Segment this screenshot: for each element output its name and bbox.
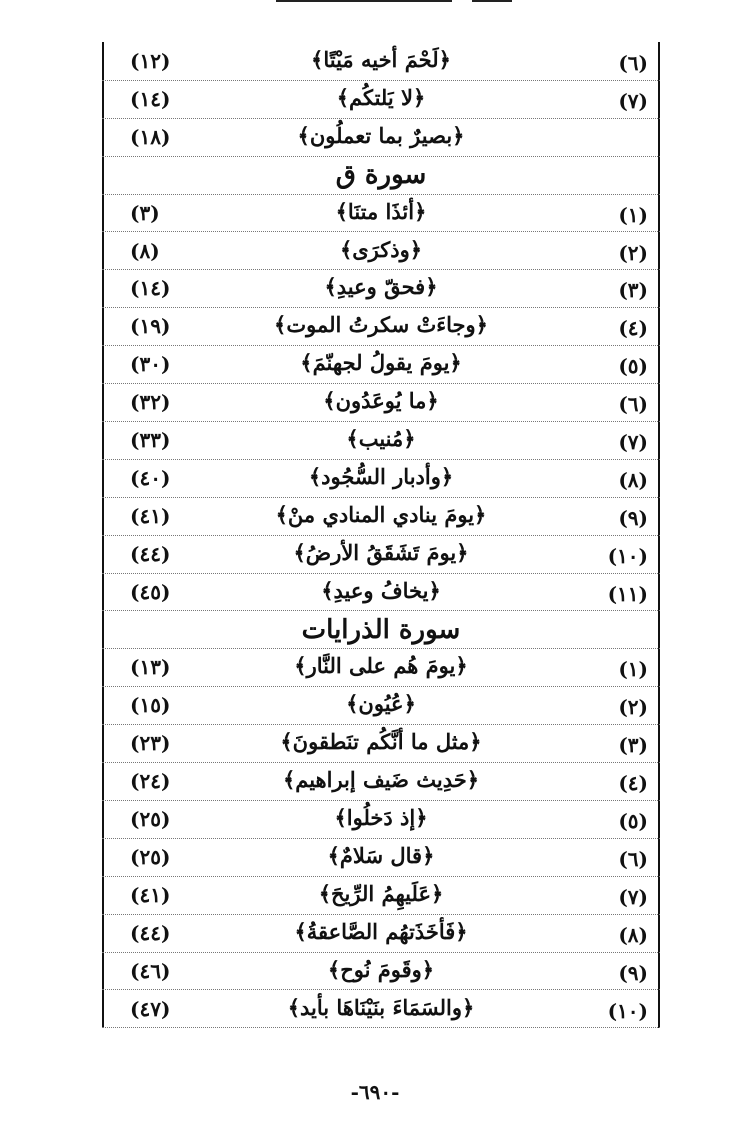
quran-phrase: ﴿لا يَلتكُم﴾ xyxy=(336,84,426,110)
table-row xyxy=(102,838,660,877)
entry-index: (٢) xyxy=(618,695,648,720)
entry-index: (١) xyxy=(618,202,648,227)
table-row xyxy=(102,648,660,687)
table-row xyxy=(102,307,660,346)
ayah-number: (٣٣) xyxy=(130,428,171,452)
table-row xyxy=(102,762,660,801)
surah-title: سورة ق xyxy=(335,159,427,190)
entry-index: (٣) xyxy=(618,733,648,758)
quran-phrase: ﴿حَدِيث ضَيف إبراهيم﴾ xyxy=(282,767,480,793)
table-row xyxy=(102,573,660,612)
entry-index: (٢) xyxy=(618,240,648,265)
quran-phrase: ﴿ما يُوعَدُون﴾ xyxy=(323,388,439,414)
ayah-number: (٢٥) xyxy=(130,844,171,869)
entry-index: (٦) xyxy=(618,392,648,417)
quran-phrase: ﴿وقَومَ نُوح﴾ xyxy=(327,956,435,982)
entry-index: (٦) xyxy=(618,51,648,75)
entry-index: (٩) xyxy=(618,960,648,985)
entry-index: (٧) xyxy=(618,88,648,113)
quran-phrase: ﴿يومَ ينادي المنادي منْ﴾ xyxy=(275,501,487,527)
ayah-number: (١٤) xyxy=(130,86,171,111)
entry-index: (٥) xyxy=(618,354,648,379)
quran-phrase: ﴿أئذَا متنَا﴾ xyxy=(335,198,427,224)
quran-phrase: ﴿فَأخَذَتهُم الصَّاعقةُ﴾ xyxy=(294,918,468,944)
ayah-number: (٤٤) xyxy=(130,920,171,945)
quran-phrase: ﴿بصيرٌ بما تعملُون﴾ xyxy=(297,122,465,148)
entry-index: (٧) xyxy=(618,430,648,454)
table-row xyxy=(102,42,660,81)
quran-phrase: ﴿يومَ تَشَقَقُ الأرضُ﴾ xyxy=(293,539,469,565)
ayah-number: (١٨) xyxy=(130,124,171,149)
word-table xyxy=(102,42,660,1028)
entry-index: (١٠) xyxy=(607,998,648,1023)
quran-phrase: ﴿قال سَلامٌ﴾ xyxy=(327,842,435,868)
ayah-number: (٣٢) xyxy=(130,390,171,415)
quran-phrase: ﴿مُنيب﴾ xyxy=(346,426,416,451)
ayah-number: (٤٦) xyxy=(130,958,171,983)
entry-index: (٧) xyxy=(618,884,648,909)
entry-index: (١) xyxy=(618,657,648,682)
quran-phrase: ﴿عُيُون﴾ xyxy=(346,691,416,717)
quran-phrase: ﴿مثل ما أنَّكُم تنَطقونَ﴾ xyxy=(280,729,482,755)
ayah-number: (١٢) xyxy=(130,49,171,73)
entry-index: (٨) xyxy=(618,467,648,492)
entry-index: (٦) xyxy=(618,846,648,871)
table-row xyxy=(102,914,660,953)
ayah-number: (٣) xyxy=(130,200,160,225)
table-row xyxy=(102,990,660,1029)
entry-index: (٨) xyxy=(618,922,648,947)
entry-index: (٤) xyxy=(618,316,648,341)
header-rule-left xyxy=(276,0,452,2)
ayah-number: (٤٥) xyxy=(130,579,171,604)
table-row xyxy=(102,952,660,991)
quran-phrase: ﴿وذكرَى﴾ xyxy=(339,236,423,262)
quran-phrase: ﴿لَحْمَ أخيه مَيْتًا﴾ xyxy=(311,47,451,72)
entry-index: (٥) xyxy=(618,809,648,833)
entry-index: (٩) xyxy=(618,505,648,530)
table-row xyxy=(102,194,660,233)
ayah-number: (٢٥) xyxy=(130,807,171,831)
table-row xyxy=(102,876,660,915)
quran-phrase: ﴿وأدبار السُّجُود﴾ xyxy=(308,463,454,489)
quran-phrase: ﴿إذ دَخلُوا﴾ xyxy=(334,805,428,830)
ayah-number: (٤٠) xyxy=(130,465,171,490)
table-row xyxy=(102,724,660,763)
table-row xyxy=(102,80,660,119)
table-row xyxy=(102,232,660,271)
table-row xyxy=(102,497,660,536)
table-row xyxy=(102,686,660,725)
table-row xyxy=(102,421,660,460)
table-row xyxy=(102,459,660,498)
entry-index: (٣) xyxy=(618,278,648,303)
quran-phrase: ﴿يومَ هُم على النَّار﴾ xyxy=(294,653,468,679)
quran-phrase: ﴿وجاءَتْ سكرتُ الموت﴾ xyxy=(274,312,488,338)
ayah-number: (١٤) xyxy=(130,276,171,301)
entry-index: (١٠) xyxy=(607,543,648,568)
ayah-number: (٤٤) xyxy=(130,541,171,566)
ayah-number: (٨) xyxy=(130,238,160,263)
table-row xyxy=(102,535,660,574)
ayah-number: (٤١) xyxy=(130,503,171,528)
table-row xyxy=(102,269,660,308)
table-row xyxy=(102,800,660,839)
surah-title: سورة الذرايات xyxy=(301,614,461,645)
page-number: -٦٩٠- xyxy=(350,1080,400,1104)
quran-phrase: ﴿يخافُ وعيدِ﴾ xyxy=(321,577,441,603)
quran-phrase: ﴿يومَ يقولُ لجهنّمَ﴾ xyxy=(300,350,462,376)
entry-index: (٤) xyxy=(618,771,648,796)
header-rule-right xyxy=(472,0,512,2)
ayah-number: (١٥) xyxy=(130,693,171,718)
table-row xyxy=(102,383,660,422)
surah-heading-row xyxy=(102,611,660,650)
ayah-number: (١٩) xyxy=(130,314,171,339)
ayah-number: (٢٤) xyxy=(130,769,171,794)
table-row xyxy=(102,118,660,157)
ayah-number: (٢٣) xyxy=(130,731,171,756)
ayah-number: (٤٧) xyxy=(130,996,171,1021)
quran-phrase: ﴿والسَمَاءَ بنَيْنَاهَا بأيد﴾ xyxy=(287,994,475,1020)
quran-phrase: ﴿عَلَيهِمُ الرِّيحَ﴾ xyxy=(318,880,444,906)
quran-phrase: ﴿فحقّ وعيدِ﴾ xyxy=(324,274,438,300)
ayah-number: (٤١) xyxy=(130,882,171,907)
ayah-number: (٣٠) xyxy=(130,352,171,377)
entry-index: (١١) xyxy=(607,581,648,606)
table-row xyxy=(102,345,660,384)
ayah-number: (١٣) xyxy=(130,655,171,680)
surah-heading-row xyxy=(102,156,660,195)
